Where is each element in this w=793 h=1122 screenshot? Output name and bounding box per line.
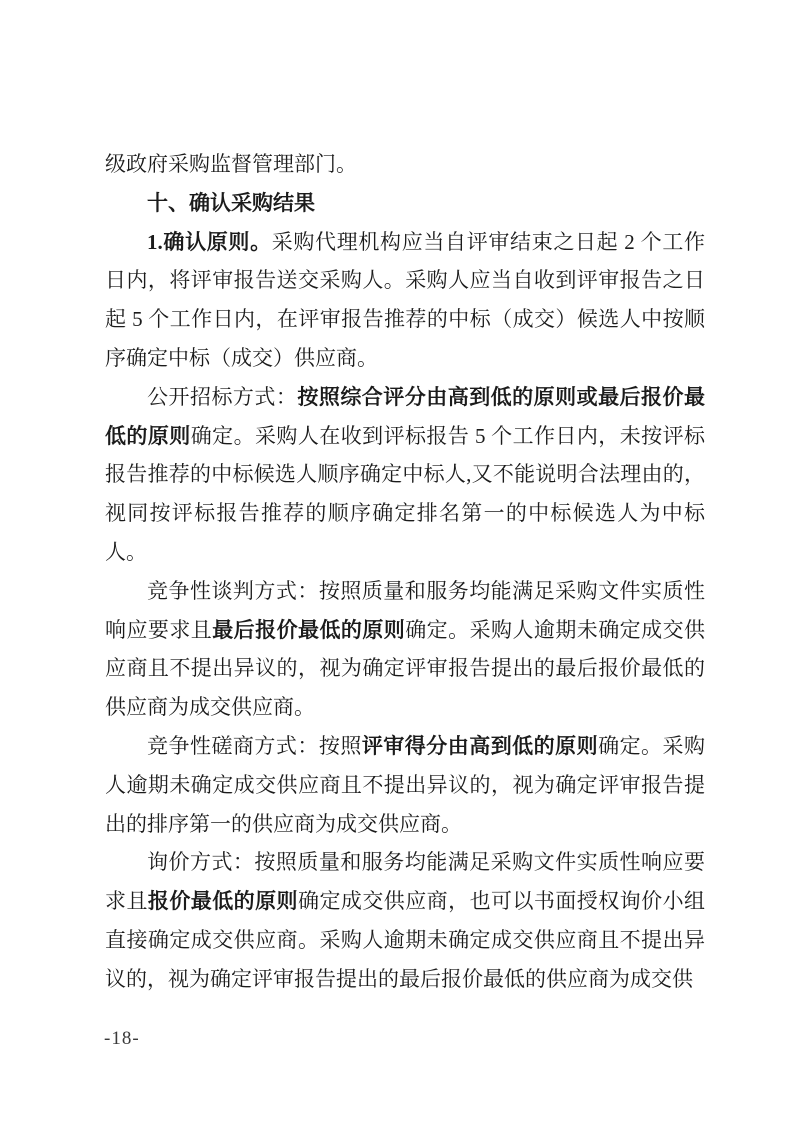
paragraph [105, 727, 705, 843]
bold-text-run: 按照综合评分由高到低的原则或最后报价最低的原则 [105, 384, 705, 448]
paragraph [105, 145, 705, 184]
paragraph [105, 572, 705, 727]
text-run: 采购代理机构应当自评审结束之日起 2 个工作日内，将评审报告送交采购人。采购人应当自收到评审报告之日起 5 个工作日内，在评审报告推荐的中标（成交）候选人中按顺序确定中标（成交）供应商。 [105, 229, 706, 370]
text-run: 竞争性磋商方式：按照 [147, 733, 362, 758]
text-run: 确定。采购人在收到评标报告 5 个工作日内，未按评标报告推荐的中标候选人顺序确定中标人,又不能说明合法理由的，视同按评标报告推荐的顺序确定排名第一的中标候选人为中标人。 [105, 423, 706, 564]
bold-text-run: 最后报价最低的原则 [212, 617, 406, 642]
page-footer [104, 1028, 140, 1050]
text-run: 确定。采购人逾期未确定成交供应商且不提出异议的，视为确定评审报告提出的最后报价最低的供应商为成交供应商。 [105, 617, 706, 720]
text-run: 公开招标方式： [147, 384, 298, 409]
text-run: 确定成交供应商，也可以书面授权询价小组直接确定成交供应商。采购人逾期未确定成交供应商且不提出异议的，视为确定评审报告提出的最后报价最低的供应商为成交供 [105, 889, 706, 991]
section-heading [105, 184, 705, 223]
text-run: 询价方式：按照质量和服务均能满足采购文件实质性响应要求且 [105, 850, 705, 914]
text-run: 级政府采购监督管理部门。 [105, 152, 357, 176]
text-run: 确定。采购人逾期未确定成交供应商且不提出异议的，视为确定评审报告提出的排序第一的供应商为成交供应商。 [105, 733, 706, 836]
paragraph [105, 223, 705, 378]
page-number: -18- [104, 1028, 140, 1049]
text-run: 竞争性谈判方式：按照质量和服务均能满足采购文件实质性响应要求且 [105, 578, 705, 642]
paragraph [105, 843, 705, 998]
bold-text-run: 十、确认采购结果 [147, 190, 315, 215]
bold-text-run: 1.确认原则。 [147, 229, 272, 254]
document-body [105, 145, 705, 999]
bold-text-run: 报价最低的原则 [147, 889, 299, 914]
paragraph [105, 378, 705, 572]
bold-text-run: 评审得分由高到低的原则 [361, 733, 599, 758]
